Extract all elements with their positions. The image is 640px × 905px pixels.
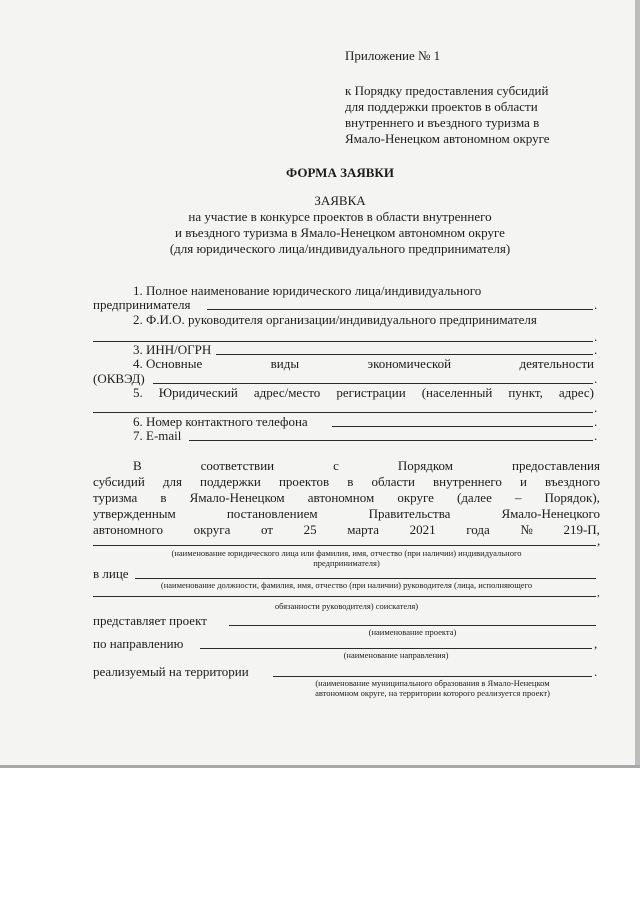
applicant-name-hint: (наименование юридического лица или фамилия, имя, отчество (при наличии) индивидуального (171, 548, 522, 558)
territory-hint: (наименование муниципального образования в Ямало-Ненецком (315, 678, 550, 688)
territory-label: реализуемый на территории (93, 664, 249, 679)
field-3-input-line[interactable] (216, 354, 593, 355)
field-5-input-line[interactable] (93, 412, 593, 413)
field-4-input-line[interactable] (153, 383, 593, 384)
direction-hint: (наименование направления) (343, 650, 449, 660)
project-name-hint: (наименование проекта) (368, 627, 457, 637)
statement-row: утвержденным постановлением Правительства Ямало-Ненецкого (93, 506, 600, 521)
in-person-hint: (наименование должности, фамилия, имя, отчество (при наличии) руководителя (лица, исполняющего (160, 580, 533, 590)
project-name-input-line[interactable] (229, 625, 596, 626)
field-1-label-cont: предпринимателя (93, 297, 191, 312)
appendix-line: внутреннего и въездного туризма в (345, 115, 540, 130)
appendix-title: Приложение № 1 (345, 48, 441, 63)
statement-row: туризма в Ямало-Ненецком автономном округе (далее – Порядок), (93, 490, 600, 505)
in-person-input-line[interactable] (135, 578, 596, 579)
field-7-label: 7. E-mail (133, 428, 182, 443)
appendix-line: Ямало-Ненецком автономном округе (345, 131, 550, 146)
direction-label: по направлению (93, 636, 184, 651)
appendix-line: к Порядку предоставления субсидий (345, 83, 549, 98)
applicant-name-hint: предпринимателя) (313, 558, 380, 568)
application-subtitle: (для юридического лица/индивидуального предпринимателя) (169, 241, 511, 256)
form-title: ФОРМА ЗАЯВКИ (286, 165, 394, 180)
field-1-input-line[interactable] (207, 309, 593, 310)
field-6-input-line[interactable] (332, 426, 593, 427)
field-6-label: 6. Номер контактного телефона (133, 414, 308, 429)
statement-row: В соответствии с Порядком предоставления (133, 458, 600, 473)
field-7-input-line[interactable] (189, 440, 593, 441)
page-edge-right (635, 0, 640, 768)
applicant-name-input-line[interactable] (93, 545, 596, 546)
field-2-label: 2. Ф.И.О. руководителя организации/индивидуального предпринимателя (133, 312, 537, 327)
field-3-label: 3. ИНН/ОГРН (133, 342, 212, 357)
in-person-label: в лице (93, 566, 129, 581)
application-title: ЗАЯВКА (314, 193, 366, 208)
appendix-line: для поддержки проектов в области (345, 99, 538, 114)
statement-row: автономного округа от 25 марта 2021 года № 219-П, (93, 522, 600, 537)
territory-hint: автономном округе, на территории которого реализуется проект) (315, 688, 550, 698)
field-5-label: 5. Юридический адрес/место регистрации (населенный пункт, адрес) (133, 385, 594, 400)
statement-row: субсидий для поддержки проектов в области внутреннего и въездного (93, 474, 600, 489)
page-edge-bottom (0, 765, 640, 768)
direction-input-line[interactable] (200, 648, 592, 649)
in-person-input-line-2[interactable] (93, 596, 596, 597)
document-page: Приложение № 1 к Порядку предоставления субсидий для поддержки проектов в области внутреннего и въездного туризма в Ямало-Ненецком автономном округе ФОРМА ЗАЯВКИ ЗАЯВКА на участие в конкурсе проектов в области внутреннего и въездного туризма в Ямало-Ненецком автономном округе (для юридического лица/индивидуального предпринимателя) 1. Полное наименование юридического лица/индивидуального предпринимателя . 2. Ф.И.О. руководителя организации/индивидуального предпринимателя . 3. ИНН/ОГРН . 4. Основные виды экономической деятельности (ОКВЭД) . 5. Юридический адрес/место регистрации (населенный пункт, адрес) . 6. Номер контактного телефона . 7. E-mail . В соответствии с Порядком предоставления субсидий для поддержки проектов в области внутреннего и въездного туризма в Ямало-Ненецком автономном округе (далее – Порядок), утвержденным постановлением Правительства Ямало-Ненецкого автономного округа от 25 марта 2021 года № 219-П, , (наименование юридического лица или фамилия, имя, отчество (при наличии) индивидуального предпринимателя) в лице (наименование должности, фамилия, имя, отчество (при наличии) руководителя (лица, исполняющего , обязанности руководителя) соискателя) представляет проект (наименование проекта) по направлению , (наименование направления) реализуемый на территории . (наименование муниципального образования в Ямало-Ненецком автономном округе, на территории которого реализуется проект) (0, 0, 640, 768)
territory-input-line[interactable] (273, 676, 592, 677)
field-4-label: 4. Основные виды экономической деятельности (133, 356, 594, 371)
presents-project-label: представляет проект (93, 613, 207, 628)
field-4-label-cont: (ОКВЭД) (93, 371, 145, 386)
field-1-label: 1. Полное наименование юридического лица/индивидуального (133, 283, 482, 298)
application-subtitle: на участие в конкурсе проектов в области внутреннего (188, 209, 492, 224)
application-subtitle: и въездного туризма в Ямало-Ненецком автономном округе (175, 225, 505, 240)
in-person-hint: обязанности руководителя) соискателя) (274, 601, 419, 611)
